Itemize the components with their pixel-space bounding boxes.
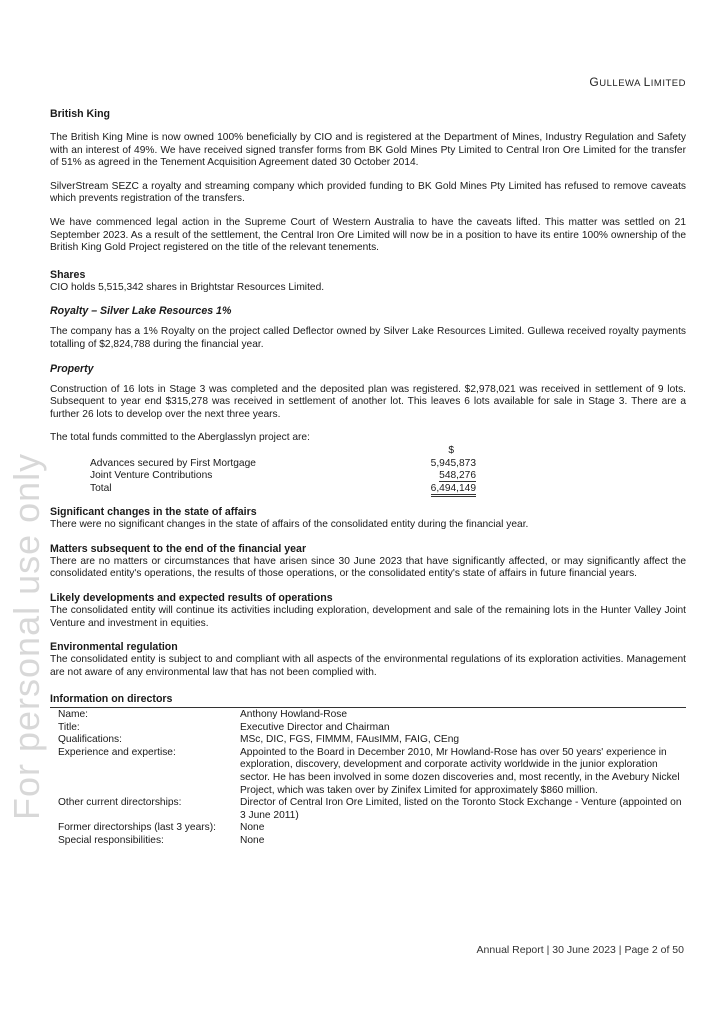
- property-text: Construction of 16 lots in Stage 3 was completed and the deposited plan was registered. $2,978,021 was received in settlement of 9 lots. Subsequent to year end $315,278 was received in settlement of another lot. This leaves 6 lots available for sale in Stage 3. There are a further 26 lots to develop over the next three years.: [50, 383, 686, 420]
- environmental-text: The consolidated entity is subject to and compliant with all aspects of the environmental regulations of its exploration activities. Management are not aware of any environmental law that has not been complied with.: [50, 654, 686, 678]
- funds-value: 548,276: [439, 470, 476, 482]
- royalty-text: The company has a 1% Royalty on the project called Deflector owned by Silver Lake Resources Limited. Gullewa received royalty payments totalling of $2,824,788 during the financial year.: [50, 326, 686, 350]
- report-content: [50, 108, 686, 848]
- director-field-value: Anthony Howland-Rose: [240, 709, 348, 721]
- director-field-label: Name:: [58, 709, 89, 721]
- header-letter: G: [589, 75, 600, 89]
- header-letter: L: [643, 75, 651, 89]
- funds-table: [90, 445, 476, 495]
- director-field-label: Former directorships (last 3 years):: [58, 822, 216, 834]
- likely-text: The consolidated entity will continue its activities including exploration, development and sale of the remaining lots in the Hunter Valley Joint Venture and investment in equities.: [50, 605, 686, 629]
- funds-value: 5,945,873: [430, 457, 476, 469]
- page-footer: Annual Report | 30 June 2023 | Page 2 of 50: [476, 944, 684, 956]
- funds-label: Advances secured by First Mortgage: [90, 457, 256, 469]
- currency-symbol: $: [448, 444, 454, 456]
- british-king-paragraph-1: The British King Mine is now owned 100% beneficially by CIO and is registered at the Department of Mines, Industry Regulation and Safety with an interest of 49%. We have received signed transfer forms from BK Gold Mines Pty Limited to Central Iron Ore Limited for the transfer of 51% as agreed in the Tenement Acquisition Agreement dated 30 October 2014.: [50, 132, 686, 169]
- funds-label: Joint Venture Contributions: [90, 470, 213, 482]
- director-field-value: MSc, DIC, FGS, FIMMM, FAusIMM, FAIG, CEng: [240, 734, 460, 746]
- british-king-paragraph-2: SilverStream SEZC a royalty and streaming company which provided funding to BK Gold Mines Pty Limited has refused to remove caveats which prevents registration of the transfers.: [50, 180, 686, 205]
- director-row: [50, 709, 686, 722]
- director-field-value: Appointed to the Board in December 2010, Mr Howland-Rose has over 50 years' experience in exploration, discovery, development and corporate activity worldwide in the junior exploration sector. He has been involved in some dozen discoveries and, most recently, in the Avebury Nickel Project, which was taken over by Zinifex Limited for approximately $860 million.: [240, 746, 680, 796]
- changes-text: There were no significant changes in the state of affairs of the consolidated entity during the financial year.: [50, 519, 529, 531]
- funds-row: [90, 470, 476, 483]
- directors-table: [50, 709, 686, 848]
- property-heading: Property: [50, 362, 94, 375]
- subsequent-heading: Matters subsequent to the end of the financial year: [50, 542, 307, 555]
- director-row: [50, 835, 686, 848]
- director-field-label: Experience and expertise:: [58, 746, 176, 758]
- shares-heading: Shares: [50, 268, 86, 281]
- director-field-value: Executive Director and Chairman: [240, 721, 390, 733]
- environmental-heading: Environmental regulation: [50, 641, 178, 654]
- director-row: [50, 734, 686, 747]
- funds-total-value: 6,494,149: [431, 483, 476, 497]
- director-field-label: Other current directorships:: [58, 797, 182, 809]
- shares-text: CIO holds 5,515,342 shares in Brightstar Resources Limited.: [50, 281, 325, 293]
- director-row: [50, 822, 686, 835]
- director-row: [50, 747, 686, 797]
- director-field-label: Special responsibilities:: [58, 834, 164, 846]
- changes-heading: Significant changes in the state of affairs: [50, 506, 257, 519]
- funds-total-row: [90, 483, 476, 496]
- likely-heading: Likely developments and expected results of operations: [50, 592, 333, 605]
- royalty-heading: Royalty – Silver Lake Resources 1%: [50, 305, 232, 318]
- british-king-heading: British King: [50, 108, 111, 120]
- director-field-value: Director of Central Iron Ore Limited, listed on the Toronto Stock Exchange - Venture (appointed on 3 June 2011): [240, 797, 682, 821]
- director-field-label: Qualifications:: [58, 734, 122, 746]
- british-king-paragraph-3: We have commenced legal action in the Supreme Court of Western Australia to have the caveats lifted. This matter was settled on 21 September 2023. As a result of the settlement, the Central Iron Ore Limited will now be in a position to have its entire 100% ownership of the British King Gold Project registered on the title of the relevant tenements.: [50, 216, 686, 254]
- header-part: ULLEWA: [599, 78, 644, 89]
- directors-heading: Information on directors: [50, 693, 686, 708]
- funds-row: [90, 458, 476, 471]
- director-field-label: Title:: [58, 721, 80, 733]
- director-row: [50, 722, 686, 735]
- funds-intro: The total funds committed to the Aberglasslyn project are:: [50, 432, 310, 444]
- funds-currency-row: [90, 445, 476, 458]
- company-header: [589, 75, 686, 89]
- subsequent-text: There are no matters or circumstances that have arisen since 30 June 2023 that have significantly affected, or may significantly affect the consolidated entity's operations, the results of those operations, or the consolidated entity's state of affairs in future financial years.: [50, 555, 686, 580]
- director-field-value: None: [240, 834, 265, 846]
- header-part: IMITED: [650, 78, 686, 89]
- director-field-value: None: [240, 822, 265, 834]
- funds-label: Total: [90, 482, 112, 494]
- watermark: For personal use only: [6, 452, 47, 820]
- director-row: [50, 797, 686, 822]
